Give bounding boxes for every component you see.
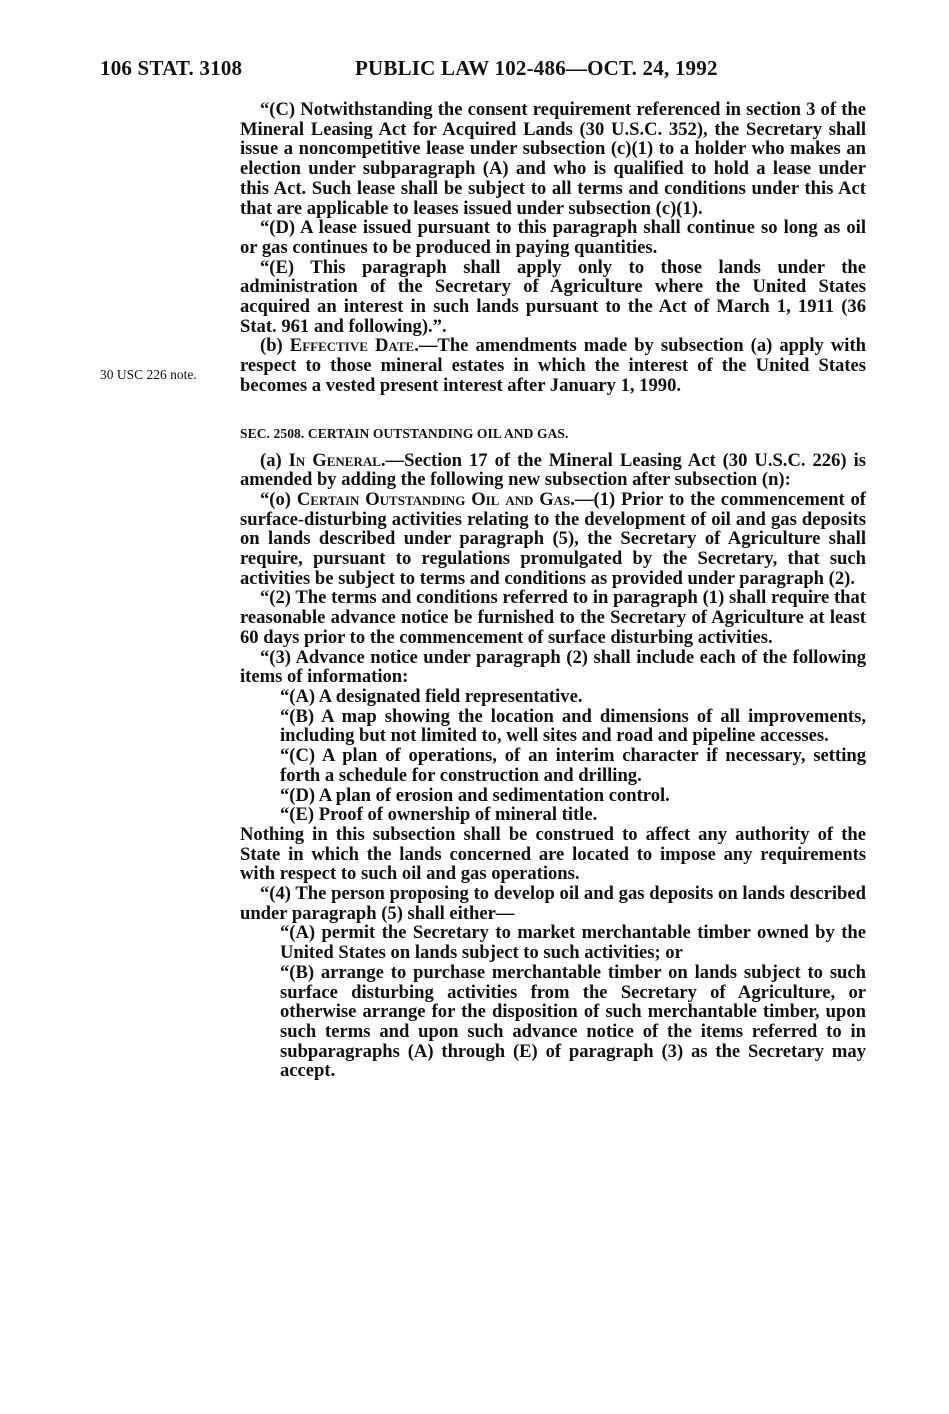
- paragraph-o: [240, 490, 866, 589]
- section-heading: SEC. 2508. CERTAIN OUTSTANDING OIL AND GAS.: [240, 425, 569, 441]
- paragraph-e: “(E) This paragraph shall apply only to those lands under the administration of the Secretary of Agriculture where the United States acquired an interest in such lands pursuant to the Act of March 1, 1911 (36 Stat. 961 and following).”.: [240, 256, 866, 337]
- paragraph-d: “(D) A lease issued pursuant to this paragraph shall continue so long as oil or gas continues to be produced in paying quantities.: [240, 217, 866, 258]
- paragraph-3: “(3) Advance notice under paragraph (2) shall include each of the following items of information:: [240, 646, 866, 688]
- paragraph-3c: “(C) A plan of operations, of an interim character if necessary, setting forth a schedule for construction and drilling.: [280, 745, 866, 786]
- paragraph-o-text: .—(1) Prior to the commencement of surface-disturbing activities relating to the development of oil and gas deposits on lands described under paragraph (5), the Secretary of Agriculture shall require, pursuant to regulations promulgated by the Secretary, that such activities be subject to terms and conditions as provided under paragraph (2).: [240, 488, 866, 589]
- paragraph-nothing: Nothing in this subsection shall be construed to affect any authority of the State in which the lands concerned are located to impose any requirements with respect to such oil and gas operations.: [240, 823, 866, 885]
- page-header: [100, 56, 860, 84]
- paragraph-a-label: (a): [260, 449, 289, 471]
- paragraph-3e: “(E) Proof of ownership of mineral title.: [280, 804, 598, 826]
- margin-note: 30 USC 226 note.: [100, 367, 197, 382]
- page-number: 106 STAT. 3108: [100, 56, 243, 80]
- law-title: PUBLIC LAW 102-486—OCT. 24, 1992: [355, 56, 718, 80]
- paragraph-a-heading: In General: [288, 449, 381, 471]
- paragraph-4b: “(B) arrange to purchase merchantable timber on lands subject to such surface disturbing activities from the Secretary of Agriculture, or otherwise arrange for the disposition of such merchantable timber, upon such terms and upon such advance notice of the items referred to in subparagraphs (A) through (E) of paragraph (3) as the Secretary may accept.: [280, 961, 866, 1082]
- paragraph-2: “(2) The terms and conditions referred to in paragraph (1) shall require that reasonable advance notice be furnished to the Secretary of Agriculture at least 60 days prior to the commencement of surface disturbing activities.: [240, 587, 866, 648]
- paragraph-3b: “(B) A map showing the location and dimensions of all improvements, including but not limited to, well sites and road and pipeline accesses.: [280, 705, 866, 747]
- paragraph-b-text: .—The amendments made by subsection (a) apply with respect to those mineral estates in which the interest of the United States becomes a vested present interest after January 1, 1990.: [240, 335, 866, 396]
- paragraph-3a: “(A) A designated field representative.: [280, 685, 583, 707]
- paragraph-4a: “(A) permit the Secretary to market merchantable timber owned by the United States on lands subject to such activities; or: [280, 922, 866, 964]
- paragraph-o-label: “(o): [260, 488, 297, 510]
- paragraph-4: “(4) The person proposing to develop oil and gas deposits on lands described under paragraph (5) shall either—: [240, 883, 866, 924]
- paragraph-c: “(C) Notwithstanding the consent requirement referenced in section 3 of the Mineral Leasing Act for Acquired Lands (30 U.S.C. 352), the Secretary shall issue a noncompetitive lease under subsection (c)(1) to a holder who makes an election under subparagraph (A) and who is qualified to hold a lease under this Act. Such lease shall be subject to all terms and conditions under this Act that are applicable to leases issued under subsection (c)(1).: [240, 99, 866, 219]
- document-body: [240, 100, 866, 1081]
- paragraph-3d: “(D) A plan of erosion and sedimentation control.: [280, 784, 670, 806]
- paragraph-b-heading: Effective Date: [289, 335, 415, 357]
- paragraph-b: [240, 336, 866, 395]
- paragraph-o-heading: Certain Outstanding Oil and Gas: [296, 488, 571, 510]
- paragraph-b-label: (b): [260, 335, 290, 357]
- paragraph-a: [240, 451, 866, 490]
- paragraph-a-text: .—Section 17 of the Mineral Leasing Act (30 U.S.C. 226) is amended by adding the following new subsection after subsection (n):: [240, 449, 866, 491]
